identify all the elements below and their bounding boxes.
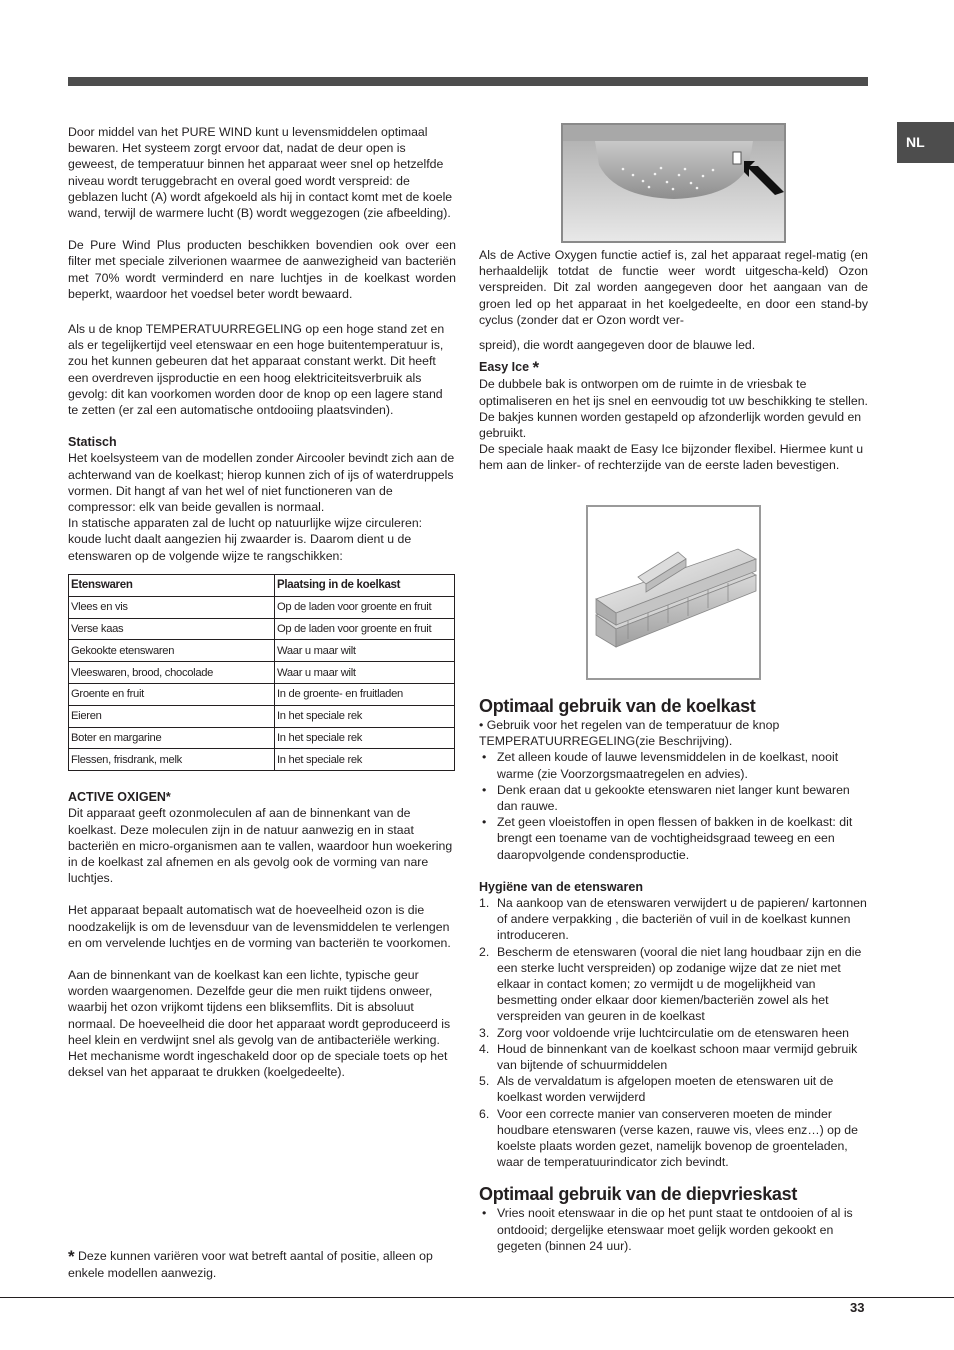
list-item: • Zet alleen koude of lauwe levensmiddelen in de koelkast, nooit warme (zie Voorzorgsmaatregelen en advies). (479, 749, 868, 781)
table-row (69, 684, 455, 706)
active-oxigen-paragraph-3: Aan de binnenkant van de koelkast kan een lichte, typische geur worden waargenomen. Dezelfde geur die men ruikt tijdens onweer, waarbij het ozon vrijkomt tijdens een bliksemflits. Dit is absoluut normaal. De hoeveelheid die door het apparaat wordt geproduceerd is heel klein en verdwijnt snel als gevolg van de antibacteriële werking. (68, 968, 451, 1047)
pure-wind-paragraph-2: De Pure Wind Plus producten beschikken bovendien ook over een filter met speciale zilverionen waarmee de aanwezigheid van bacteriën met 70% wordt verminderd en nare luchtjes in de koelkast worden beperkt, waardoor het voedsel beter wordt bewaard. (68, 238, 456, 301)
pure-wind-paragraph-3: Als u de knop TEMPERATUURREGELING op een hoge stand zet en als er tegelijkertijd veel etenswaar en een hoge buitentemperatuur is, zou het kunnen gebeuren dat het apparaat constant werkt. Dit heeft een overdreven ijsproductie en een hoog elektriciteitsverbruik als gevolg: dit kan voorkomen worden door de knop op een lagere stand te zetten (er zal een automatische ontdooiing plaatsvinden). (68, 322, 445, 418)
list-item: 1. Na aankoop van de etenswaren verwijdert u de papieren/ kartonnen of andere verpakking , die bacteriën of vuil in de koelkast kunnen introduceren. (479, 896, 867, 943)
table-row (69, 596, 455, 618)
table-cell: Op de laden voor groente en fruit (275, 596, 455, 618)
table-cell: Waar u maar wilt (275, 640, 455, 662)
ice-tray-illustration (588, 507, 759, 678)
list-item: • Vries nooit etenswaar in die op het punt staat te ontdooien of al is ontdooid; dergelijke etenswaar moet gelijk worden gekookt en gegeten (binnen 24 uur). (479, 1205, 868, 1254)
table-cell: Eieren (69, 705, 275, 727)
easy-ice-image (586, 505, 761, 680)
table-row (69, 749, 455, 771)
statisch-heading: Statisch (68, 435, 117, 450)
list-item: 4. Houd de binnenkant van de koelkast schoon maar vermijd gebruik van bijtende of schuurmiddelen (479, 1041, 858, 1073)
table-cell: Op de laden voor groente en fruit (275, 618, 455, 640)
footnote-star: * (68, 1247, 75, 1266)
active-oxigen-paragraph-4: Het mechanisme wordt ingeschakeld door op de speciale toets op het deksel van het apparaat te drukken (koelgedeelte). (68, 1049, 448, 1080)
list-item: 2. Bescherm de etenswaren (vooral die niet lang houdbaar zijn en die een sterke lucht verspreiden) op zodanige wijze dat ze niet met elkaar in contact komen; zo vermijdt u de mogelijkheid van besmetting onder elkaar door kiemen/bacteriën zowel als het verspreiden van geuren in de koelkast (479, 944, 862, 1024)
hygiene-list (479, 895, 868, 1170)
precautions-link[interactable]: zie Voorzorgsmaatregelen en advies (541, 766, 741, 781)
active-oxygen-device-image (561, 123, 786, 243)
table-cell: Flessen, frisdrank, melk (69, 749, 275, 771)
koelkast-bullet-list (479, 749, 868, 862)
table-row (69, 618, 455, 640)
table-cell: Vleeswaren, brood, chocolade (69, 662, 275, 684)
hygiene-heading: Hygiëne van de etenswaren (479, 879, 643, 894)
table-row (69, 727, 455, 749)
right-column-top (479, 247, 868, 474)
see-description-link[interactable]: zie Beschrijving (639, 734, 725, 749)
header-rule (68, 77, 868, 86)
page-number: 33 (850, 1300, 865, 1315)
table-cell: Boter en margarine (69, 727, 275, 749)
list-item: 5. Als de vervaldatum is afgelopen moeten de etenswaren uit de koelkast worden verwijderd (479, 1074, 834, 1105)
see-figure-link[interactable]: zie afbeelding (367, 206, 444, 221)
koelkast-heading: Optimaal gebruik van de koelkast (479, 696, 756, 716)
active-oxygen-continued: Als de Active Oxygen functie actief is, zal het apparaat regel-matig (en herhaaldelijk totdat de functie weer wordt uitgescha-keld) Ozon verspreiden. Dit zal worden aangegeven door het aangaan van de groen led op het apparaat in het koelgedeelte, en door een stand-by cyclus (zonder dat er Ozon wordt ver- (479, 248, 868, 327)
table-cell: Gekookte etenswaren (69, 640, 275, 662)
active-oxygen-continued-2: spreid), die wordt aangegeven door de blauwe led. (479, 338, 756, 353)
easy-ice-star: * (532, 358, 540, 378)
active-oxigen-paragraph-2: Het apparaat bepaalt automatisch wat de hoeveelheid ozon is die noodzakelijk is om de levensduur van de levensmiddelen te verlengen en om vervelende luchtjes en de vorming van bacteriën te voorkomen. (68, 903, 451, 950)
diepvries-bullet-list (479, 1205, 868, 1254)
table-header-row (69, 574, 455, 596)
table-cell: Waar u maar wilt (275, 662, 455, 684)
list-item: • Denk eraan dat u gekookte etenswaren niet langer kunt bewaren dan rauwe. (479, 782, 868, 814)
ozon-device-illustration (563, 125, 784, 241)
active-oxigen-paragraph-1: Dit apparaat geeft ozonmoleculen af aan de binnenkant van de koelkast. Deze moleculen zijn in de natuur aanwezig en in staat bacteriën en micro-organismen aan te vallen, waardoor hun woekering in de koelkast zal afnemen en als gevolg ook de vorming van nare luchtjes. (68, 806, 453, 886)
table-cell: In het speciale rek (275, 727, 455, 749)
table-cell: Vlees en vis (69, 596, 275, 618)
footnote: * Deze kunnen variëren voor wat betreft aantal of positie, alleen op enkele modellen aanwezig. (68, 1247, 433, 1281)
table-row (69, 662, 455, 684)
diepvries-heading: Optimaal gebruik van de diepvrieskast (479, 1184, 798, 1205)
table-row (69, 705, 455, 727)
table-row (69, 640, 455, 662)
list-item: 6. Voor een correcte manier van conserveren moeten de minder houdbare etenswaren (verse kazen, rauwe vis, vlees enz…) op de koelste plaats worden gezet, namelijk bovenop de groenteladen, waar de temperatuurindicator zich bevindt. (479, 1106, 858, 1170)
easy-ice-heading: Easy Ice * (479, 358, 540, 378)
table-cell: In de groente- en fruitladen (275, 684, 455, 706)
koelkast-intro: • Gebruik voor het regelen van de temperatuur de knop TEMPERATUURREGELING(zie Beschrijving). (479, 718, 780, 749)
active-oxigen-heading: ACTIVE OXIGEN* (68, 790, 171, 805)
table-cell: Groente en fruit (69, 684, 275, 706)
list-item: 3. Zorg voor voldoende vrije luchtcirculatie om de etenswaren heen (479, 1025, 850, 1040)
list-item: • Zet geen vloeistoffen in open flessen of bakken in de koelkast: dit brengt een toename van de vochtigheidsgraad teweeg en een daaropvolgende condensproductie. (479, 814, 868, 863)
table-cell: Verse kaas (69, 618, 275, 640)
easy-ice-paragraph-1: De dubbele bak is ontworpen om de ruimte in de vriesbak te optimaliseren en het ijs snel en eenvoudig tot uw beschikking te stellen. De bakjes kunnen worden gestapeld op afzonderlijk worden gevuld en gebruikt. (479, 377, 868, 441)
table-cell: In het speciale rek (275, 705, 455, 727)
left-column (68, 124, 456, 1081)
table-cell: In het speciale rek (275, 749, 455, 771)
table-header: Plaatsing in de koelkast (275, 574, 455, 596)
right-column-bottom (479, 695, 868, 1254)
pure-wind-paragraph-1: Door middel van het PURE WIND kunt u levensmiddelen optimaal bewaren. Het systeem zorgt ervoor dat, nadat de deur open is geweest, de temperatuur binnen het apparaat weer snel op hetzelfde niveau wordt teruggebracht en overal goed wordt verspreid: de geblazen lucht (A) wordt afgekoeld als hij in contact komt met de koele wand, terwijl de warmere lucht (B) wordt weggezogen (zie afbeelding). (68, 125, 453, 221)
footer-rule (0, 1297, 954, 1298)
table-header: Etenswaren (69, 574, 275, 596)
language-tab: NL (897, 122, 954, 163)
easy-ice-paragraph-2: De speciale haak maakt de Easy Ice bijzonder flexibel. Hiermee kunt u hem aan de linker- of rechterzijde van de eerste laden bevestigen. (479, 442, 864, 473)
food-placement-table (68, 574, 455, 771)
statisch-paragraph-2: In statische apparaten zal de lucht op natuurlijke wijze circuleren: koude lucht daalt aangezien hij zwaarder is. Daarom dient u de etenswaren op de volgende wijze te rangschikken: (68, 516, 423, 563)
statisch-paragraph: Het koelsysteem van de modellen zonder Aircooler bevindt zich aan de achterwand van de koelkast; hierop kunnen zich of ijs of waterdruppels vormen. Dit hangt af van het wel of niet functioneren van de compressor: elk van beide gevallen is normaal. (68, 451, 455, 515)
